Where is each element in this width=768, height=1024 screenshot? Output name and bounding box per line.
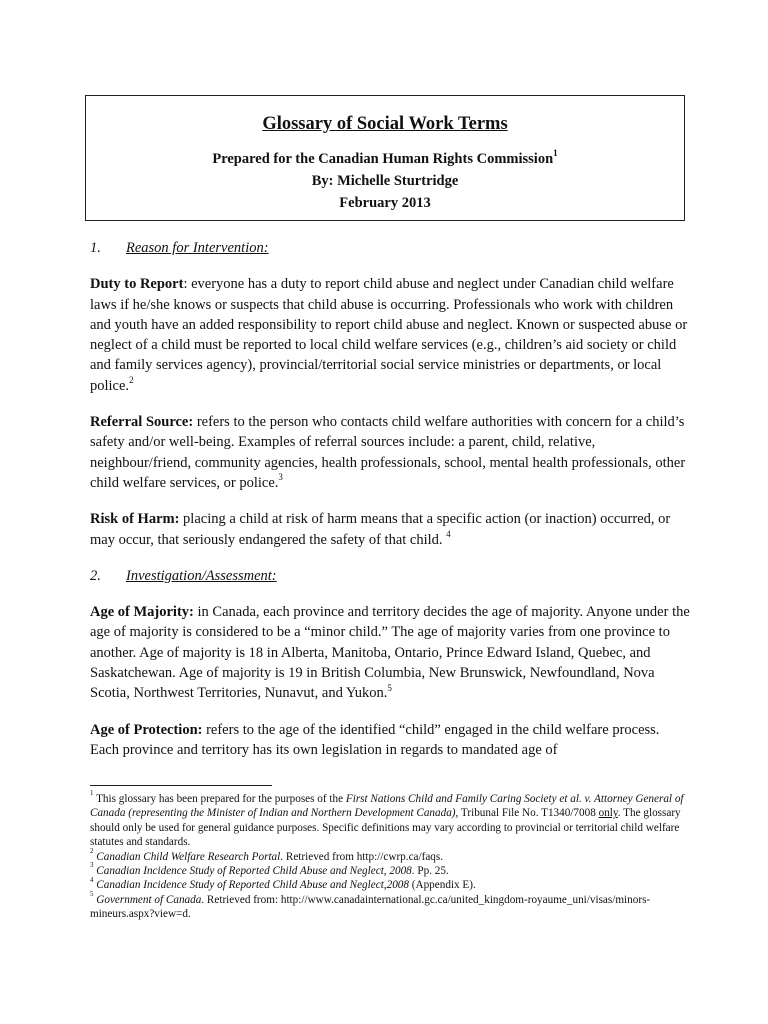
glossary-entry (90, 602, 690, 703)
footnote-text: This glossary has been prepared for the purposes of the (93, 793, 346, 805)
glossary-entry (90, 720, 690, 761)
glossary-entry (90, 412, 690, 493)
footnote-number: 3 (90, 861, 94, 870)
title-box (85, 95, 685, 221)
glossary-term: Referral Source: (90, 414, 194, 431)
footnote-number: 2 (90, 846, 94, 855)
section-title: Reason for Intervention: (126, 240, 269, 256)
glossary-term: Age of Majority: (90, 604, 194, 621)
glossary-entry (90, 509, 690, 550)
footnote-text: , Tribunal File No. T1340/7008 (455, 807, 599, 820)
section-heading-2 (90, 566, 690, 586)
footnotes (90, 785, 690, 922)
footnote-source: Canadian Incidence Study of Reported Child Abuse and Neglect, 2008 (96, 865, 412, 878)
footnote-text: . The glossary should only be used for general guidance purposes. Specific definitions may vary according to provincial or territorial child welfare statutes and standards. (90, 807, 681, 849)
footnote-5 (90, 890, 690, 922)
glossary-definition: in Canada, each province and territory decides the age of majority. Anyone under the age of majority is considered to be a “minor child.” The age of majority varies from one province to another. Age of majority is 18 in Alberta, Manitoba, Ontario, Prince Edward Island, Quebec, and Saskatchewan. Age of majority is 19 in British Columbia, New Brunswick, Newfoundland, Nova Scotia, Northwest Territories, Nunavut, and Yukon. (90, 604, 690, 702)
section-heading-1 (90, 238, 690, 258)
footnote-3 (90, 861, 690, 878)
footnote-ref: 1 (553, 148, 558, 159)
glossary-entry (90, 274, 690, 396)
term-separator: : (183, 276, 192, 293)
footnote-number: 5 (90, 890, 94, 899)
footnote-number: 1 (90, 789, 94, 798)
footnote-text: (Appendix E). (408, 879, 476, 892)
footnote-ref: 5 (387, 682, 392, 693)
prepared-for-text: Prepared for the Canadian Human Rights Commission (212, 151, 554, 167)
footnote-text: . Pp. 25. (411, 865, 449, 878)
footnote-case-name: First Nations Child and Family Caring Society et al. v. Attorney General of Canada (representing the Minister of Indian and Northern Development Canada) (90, 793, 684, 820)
glossary-term: Risk of Harm: (90, 511, 180, 528)
section-number: 2. (90, 567, 101, 584)
footnote-ref: 2 (129, 374, 134, 385)
document-title: Glossary of Social Work Terms (262, 114, 508, 134)
footnote-1 (90, 789, 690, 850)
section-title: Investigation/Assessment: (126, 567, 277, 584)
footnote-text: . Retrieved from http://cwrp.ca/faqs. (280, 850, 444, 863)
footnote-4 (90, 875, 690, 892)
glossary-term: Age of Protection: (90, 721, 203, 738)
glossary-definition: placing a child at risk of harm means that a specific action (or inaction) occurred, or may occur, that seriously endangered the safety of that child. (90, 511, 671, 548)
footnote-ref: 3 (278, 472, 283, 483)
footnote-source: Canadian Incidence Study of Reported Child Abuse and Neglect,2008 (96, 879, 409, 892)
author-line: By: Michelle Sturtridge (311, 173, 459, 189)
section-number: 1. (90, 240, 101, 256)
footnote-2 (90, 846, 690, 864)
footnote-source: Government of Canada (96, 893, 202, 906)
footnote-text: . Retrieved from: http://www.canadainternational.gc.ca/united_kingdom-royaume_uni/visas/minors-mineurs.aspx?view=d. (90, 893, 651, 921)
document-body (90, 238, 690, 776)
date-line: February 2013 (339, 195, 431, 211)
glossary-definition: refers to the age of the identified “child” engaged in the child welfare process. Each province and territory has its own legislation in regards to mandated age of (90, 721, 660, 758)
footnote-source: Canadian Child Welfare Research Portal (96, 850, 281, 863)
glossary-term: Duty to Report (90, 276, 184, 293)
footnote-emphasis: only (598, 807, 618, 820)
glossary-definition: refers to the person who contacts child welfare authorities with concern for a child’s safety and/or well-being. Examples of referral sources include: a parent, child, relative, neighbour/friend, community agencies, health professionals, school, mental health professionals, other child welfare services, or police. (90, 414, 686, 491)
prepared-for-line (86, 148, 684, 170)
glossary-definition: everyone has a duty to report child abuse and neglect under Canadian child welfare laws if he/she knows or suspects that child abuse is occurring. Professionals who work with children and youth have an added responsibility to report child abuse and neglect. Known or suspected abuse or neglect of a child must be reported to local child welfare services (e.g., children’s aid society or child and family services agency), provincial/territorial social service ministries or departments, or local police. (90, 276, 688, 394)
footnote-ref: 4 (446, 528, 451, 539)
footnote-number: 4 (90, 875, 94, 884)
footnote-divider (90, 785, 272, 786)
